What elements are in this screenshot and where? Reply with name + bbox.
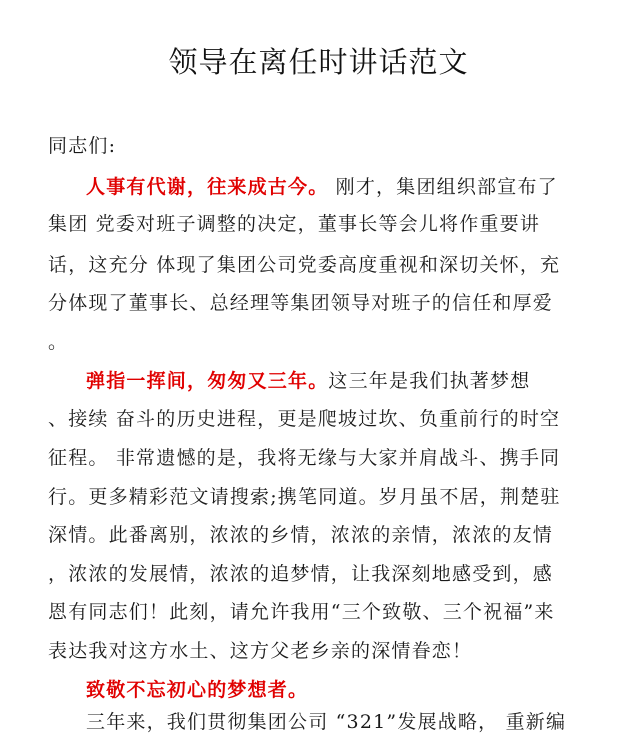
paragraph-2-line-1 [86,368,530,394]
paragraph-1-highlight: 人事有代谢，往来成古今。 [86,176,329,198]
paragraph-1-line-3: 话，这充分 体现了集团公司党委高度重视和深切关怀，充 [48,254,561,276]
section-heading: 致敬不忘初心的梦想者。 [86,679,309,701]
paragraph-1-line-1 [86,174,558,200]
paragraph-1-line-4: 分体现了董事长、总经理等集团领导对班子的信任和厚爱 [48,292,554,314]
paragraph-2-line-6: ，浓浓的发展情，浓浓的追梦情，让我深刻地感受到，感 [48,563,554,585]
document-title: 领导在离任时讲话范文 [168,45,469,79]
paragraph-2-line-2: 、接续 奋斗的历史进程，更是爬坡过坎、负重前行的时空 [48,408,561,430]
paragraph-2-line-7: 恩有同志们！此刻，请允许我用“三个致敬、三个祝福”来 [48,601,555,623]
paragraph-2-line-8: 表达我对这方水土、这方父老乡亲的深情眷恋！ [48,640,473,662]
paragraph-1-line-1-rest: 刚才，集团组织部宣布了 [328,176,558,198]
paragraph-2-line-5: 深情。此番离别，浓浓的乡情，浓浓的亲情，浓浓的友情 [48,524,554,546]
paragraph-2-line-4: 行。更多精彩范文请搜索;携笔同道。岁月虽不居，荆楚驻 [48,486,561,508]
paragraph-2-highlight: 弹指一挥间，匆匆又三年。 [86,370,329,392]
paragraph-2-line-1-rest: 这三年是我们执著梦想 [328,370,531,392]
paragraph-1-line-5: 。 [48,331,69,353]
greeting: 同志们: [48,135,117,157]
paragraph-3-line-1: 三年来，我们贯彻集团公司 “321”发展战略， 重新编 [86,711,567,733]
paragraph-2-line-3: 征程。 非常遗憾的是，我将无缘与大家并肩战斗、携手同 [48,447,561,469]
paragraph-1-line-2: 集团 党委对班子调整的决定，董事长等会儿将作重要讲 [48,213,541,235]
